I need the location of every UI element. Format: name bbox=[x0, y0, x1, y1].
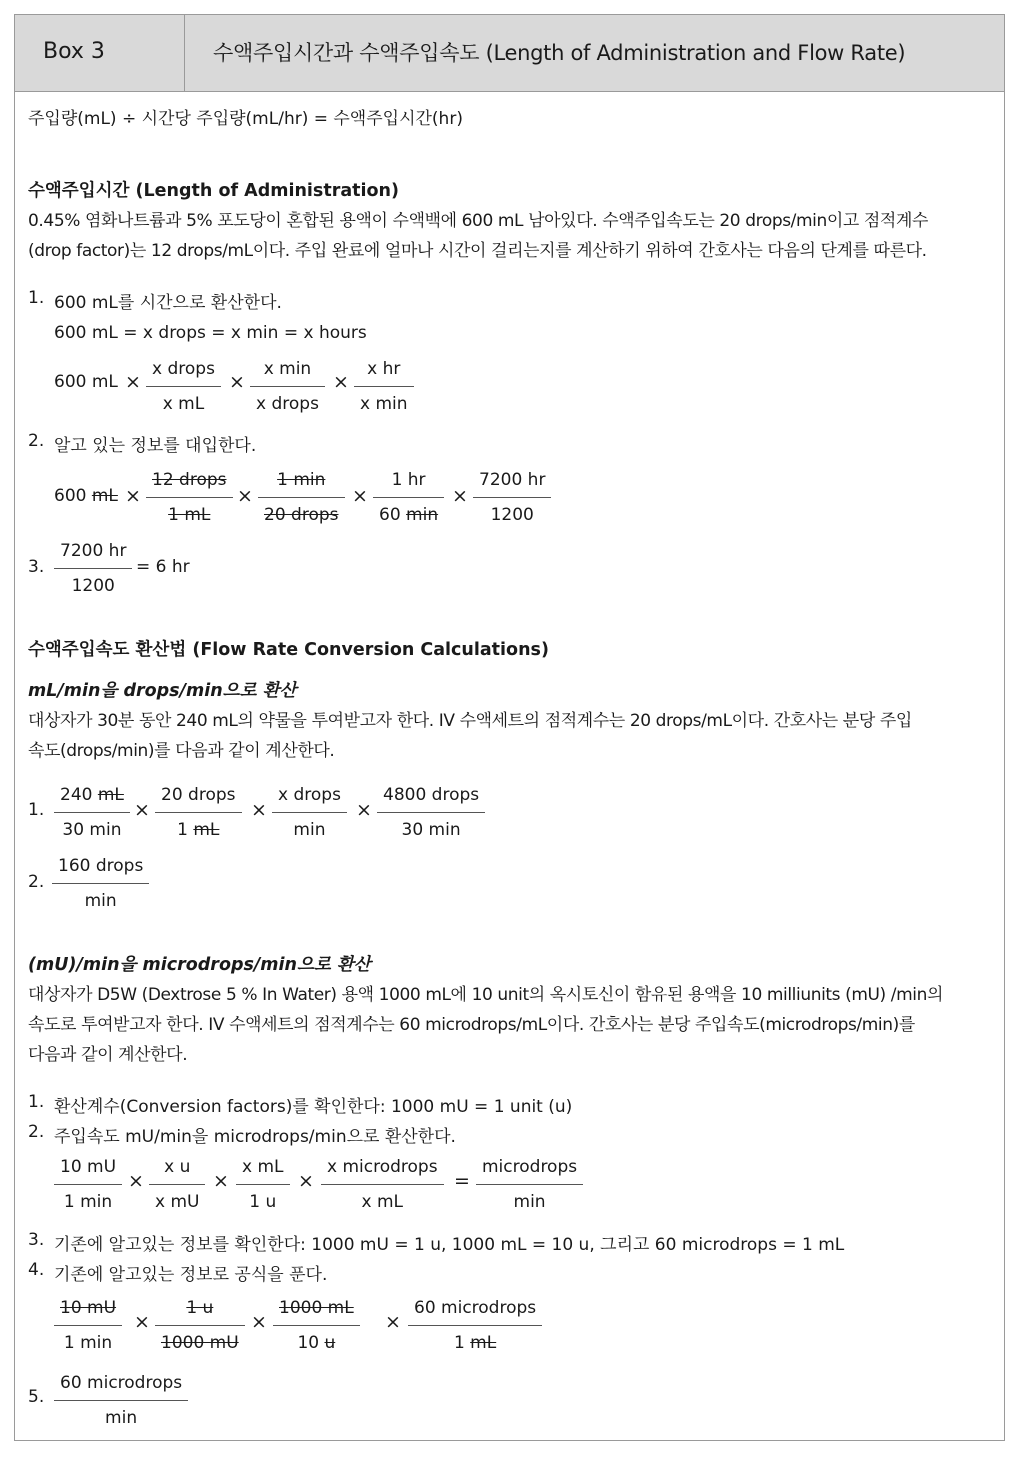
step-text: 기존에 알고있는 정보를 확인한다: 1000 mU = 1 u, 1000 mL = 10 u, 그리고 60 microdrops = 1 mL bbox=[54, 1235, 845, 1255]
numerator: 1 u bbox=[186, 1298, 214, 1318]
fraction bbox=[155, 1298, 245, 1353]
numerator: 1 hr bbox=[391, 470, 426, 490]
subsection-title: (mU)/min을 microdrops/min으로 환산 bbox=[28, 955, 371, 975]
times-sign: × bbox=[125, 371, 141, 393]
step-number: 2. bbox=[28, 431, 45, 451]
fraction bbox=[250, 359, 325, 414]
denominator: 1 min bbox=[63, 1192, 113, 1212]
formula-line: 주입량(mL) ÷ 시간당 주입량(mL/hr) = 수액주입시간(hr) bbox=[28, 109, 463, 129]
denominator: min bbox=[105, 1408, 138, 1428]
box-title: 수액주입시간과 수액주입속도 (Length of Administration and Flow Rate) bbox=[213, 41, 906, 65]
denominator-value: 60 bbox=[379, 505, 407, 525]
equals-sign: = bbox=[454, 1170, 470, 1192]
cancelled-unit: mL bbox=[470, 1333, 497, 1353]
sub2-paragraph bbox=[28, 980, 943, 1070]
fraction bbox=[54, 541, 132, 596]
step-number: 1. bbox=[28, 1092, 45, 1112]
sub1-paragraph bbox=[28, 706, 912, 766]
denominator: x min bbox=[360, 394, 408, 414]
denominator-value: 1 bbox=[453, 1333, 471, 1353]
fraction bbox=[146, 470, 233, 525]
step-number: 1. bbox=[28, 800, 45, 820]
denominator-value: 10 bbox=[297, 1333, 325, 1353]
times-sign: × bbox=[134, 799, 150, 821]
numerator: 160 drops bbox=[58, 856, 144, 876]
times-sign: × bbox=[128, 1170, 144, 1192]
denominator: 1 min bbox=[63, 1333, 113, 1353]
denominator: min bbox=[293, 820, 326, 840]
fraction bbox=[258, 470, 345, 525]
times-sign: × bbox=[237, 485, 253, 507]
fraction bbox=[476, 1157, 583, 1212]
fraction bbox=[321, 1157, 444, 1212]
numerator: 1000 mL bbox=[279, 1298, 354, 1318]
fraction bbox=[273, 1298, 360, 1353]
denominator: 30 min bbox=[62, 820, 122, 840]
paragraph-line: 속도로 투여받고자 한다. IV 수액세트의 점적계수는 60 microdrops/mL이다. 간호사는 분당 주입속도(microdrops/min)를 bbox=[28, 1015, 915, 1035]
times-sign: × bbox=[352, 485, 368, 507]
lead-value: 600 bbox=[54, 486, 92, 506]
fraction bbox=[146, 359, 221, 414]
step-number: 2. bbox=[28, 1122, 45, 1142]
times-sign: × bbox=[229, 371, 245, 393]
step-number: 2. bbox=[28, 872, 45, 892]
fraction bbox=[52, 856, 149, 911]
numerator: 10 mU bbox=[60, 1157, 117, 1177]
equation-line: 600 mL = x drops = x min = x hours bbox=[54, 323, 367, 343]
paragraph-line: 다음과 같이 계산한다. bbox=[28, 1045, 188, 1065]
fraction bbox=[473, 470, 551, 525]
numerator: x hr bbox=[367, 359, 401, 379]
step-text: 기존에 알고있는 정보로 공식을 푼다. bbox=[54, 1265, 328, 1285]
numerator: 1 min bbox=[277, 470, 326, 490]
step-number: 4. bbox=[28, 1260, 45, 1280]
fraction bbox=[54, 1373, 188, 1428]
subsection-title: mL/min을 drops/min으로 환산 bbox=[28, 681, 297, 701]
step-number: 5. bbox=[28, 1387, 45, 1407]
denominator: 20 drops bbox=[264, 505, 339, 525]
times-sign: × bbox=[213, 1170, 229, 1192]
numerator: 10 mU bbox=[60, 1298, 117, 1318]
denominator bbox=[171, 813, 225, 840]
denominator: 1200 bbox=[71, 576, 115, 596]
section1-heading: 수액주입시간 (Length of Administration) bbox=[28, 181, 399, 201]
numerator: 60 microdrops bbox=[414, 1298, 537, 1318]
paragraph-line: 대상자가 30분 동안 240 mL의 약물을 투여받고자 한다. IV 수액세트의 점적계수는 20 drops/mL이다. 간호사는 분당 주입 bbox=[28, 711, 912, 731]
numerator: 60 microdrops bbox=[60, 1373, 183, 1393]
denominator: min bbox=[84, 891, 117, 911]
numerator: 7200 hr bbox=[60, 541, 127, 561]
fraction bbox=[149, 1157, 205, 1212]
step-text: 알고 있는 정보를 대입한다. bbox=[54, 436, 257, 456]
denominator: 1 mL bbox=[168, 505, 211, 525]
cancelled-unit: mL bbox=[91, 486, 118, 506]
lead-term: 600 mL bbox=[54, 372, 118, 392]
times-sign: × bbox=[385, 1311, 401, 1333]
section1-paragraph bbox=[28, 206, 928, 266]
numerator: microdrops bbox=[482, 1157, 578, 1177]
fraction bbox=[54, 1298, 122, 1353]
denominator: x mL bbox=[162, 394, 205, 414]
numerator bbox=[54, 785, 130, 812]
denominator bbox=[448, 1326, 502, 1353]
header-divider bbox=[184, 15, 185, 91]
fraction bbox=[373, 470, 444, 525]
step-text: 주입속도 mU/min을 microdrops/min으로 환산한다. bbox=[54, 1127, 456, 1147]
box-header bbox=[15, 15, 1004, 92]
section2-heading: 수액주입속도 환산법 (Flow Rate Conversion Calculations) bbox=[28, 640, 549, 660]
cancelled-unit: mL bbox=[97, 785, 124, 805]
fraction bbox=[377, 785, 485, 840]
denominator: 1200 bbox=[490, 505, 534, 525]
denominator: x mL bbox=[361, 1192, 404, 1212]
paragraph-line: 대상자가 D5W (Dextrose 5 % In Water) 용액 1000 mL에 10 unit의 옥시토신이 함유된 용액을 10 milliunits (mU) /min의 bbox=[28, 985, 944, 1005]
numerator: x microdrops bbox=[327, 1157, 438, 1177]
numerator: x u bbox=[164, 1157, 191, 1177]
times-sign: × bbox=[298, 1170, 314, 1192]
numerator: 12 drops bbox=[152, 470, 227, 490]
step-text: 600 mL를 시간으로 환산한다. bbox=[54, 293, 282, 313]
box-label: Box 3 bbox=[43, 39, 105, 64]
times-sign: × bbox=[356, 799, 372, 821]
cancelled-unit: u bbox=[324, 1333, 336, 1353]
numerator: 7200 hr bbox=[479, 470, 546, 490]
fraction bbox=[408, 1298, 542, 1353]
numerator: x drops bbox=[278, 785, 341, 805]
step-number: 1. bbox=[28, 288, 45, 308]
denominator: 1000 mU bbox=[161, 1333, 239, 1353]
numerator-value: 240 bbox=[60, 785, 98, 805]
fraction bbox=[272, 785, 347, 840]
times-sign: × bbox=[452, 485, 468, 507]
numerator: 20 drops bbox=[161, 785, 236, 805]
numerator: x drops bbox=[152, 359, 215, 379]
cancelled-unit: mL bbox=[193, 820, 220, 840]
denominator: 30 min bbox=[401, 820, 461, 840]
paragraph-line: (drop factor)는 12 drops/mL이다. 주입 완료에 얼마나 시간이 걸리는지를 계산하기 위하여 간호사는 다음의 단계를 따른다. bbox=[28, 241, 927, 261]
denominator: x mU bbox=[155, 1192, 200, 1212]
denominator: 1 u bbox=[249, 1192, 277, 1212]
fraction bbox=[236, 1157, 290, 1212]
step-text: 환산계수(Conversion factors)를 확인한다: 1000 mU = 1 unit (u) bbox=[54, 1097, 573, 1117]
numerator: x mL bbox=[242, 1157, 284, 1177]
paragraph-line: 속도(drops/min)를 다음과 같이 계산한다. bbox=[28, 741, 335, 761]
fraction bbox=[54, 1157, 122, 1212]
step-number: 3. bbox=[28, 557, 45, 577]
denominator-value: 1 bbox=[177, 820, 194, 840]
denominator: min bbox=[513, 1192, 546, 1212]
times-sign: × bbox=[251, 1311, 267, 1333]
denominator bbox=[291, 1326, 341, 1353]
times-sign: × bbox=[134, 1311, 150, 1333]
denominator bbox=[373, 498, 444, 525]
paragraph-line: 0.45% 염화나트륨과 5% 포도당이 혼합된 용액이 수액백에 600 mL 남아있다. 수액주입속도는 20 drops/min이고 점적계수 bbox=[28, 211, 928, 231]
numerator: 4800 drops bbox=[383, 785, 480, 805]
numerator: x min bbox=[263, 359, 312, 379]
times-sign: × bbox=[333, 371, 349, 393]
times-sign: × bbox=[251, 799, 267, 821]
fraction bbox=[155, 785, 242, 840]
fraction bbox=[54, 785, 130, 840]
times-sign: × bbox=[125, 485, 141, 507]
cancelled-unit: min bbox=[406, 505, 439, 525]
fraction bbox=[354, 359, 414, 414]
denominator: x drops bbox=[256, 394, 319, 414]
lead-term bbox=[54, 486, 118, 506]
step-number: 3. bbox=[28, 1230, 45, 1250]
result-text: = 6 hr bbox=[136, 557, 190, 577]
